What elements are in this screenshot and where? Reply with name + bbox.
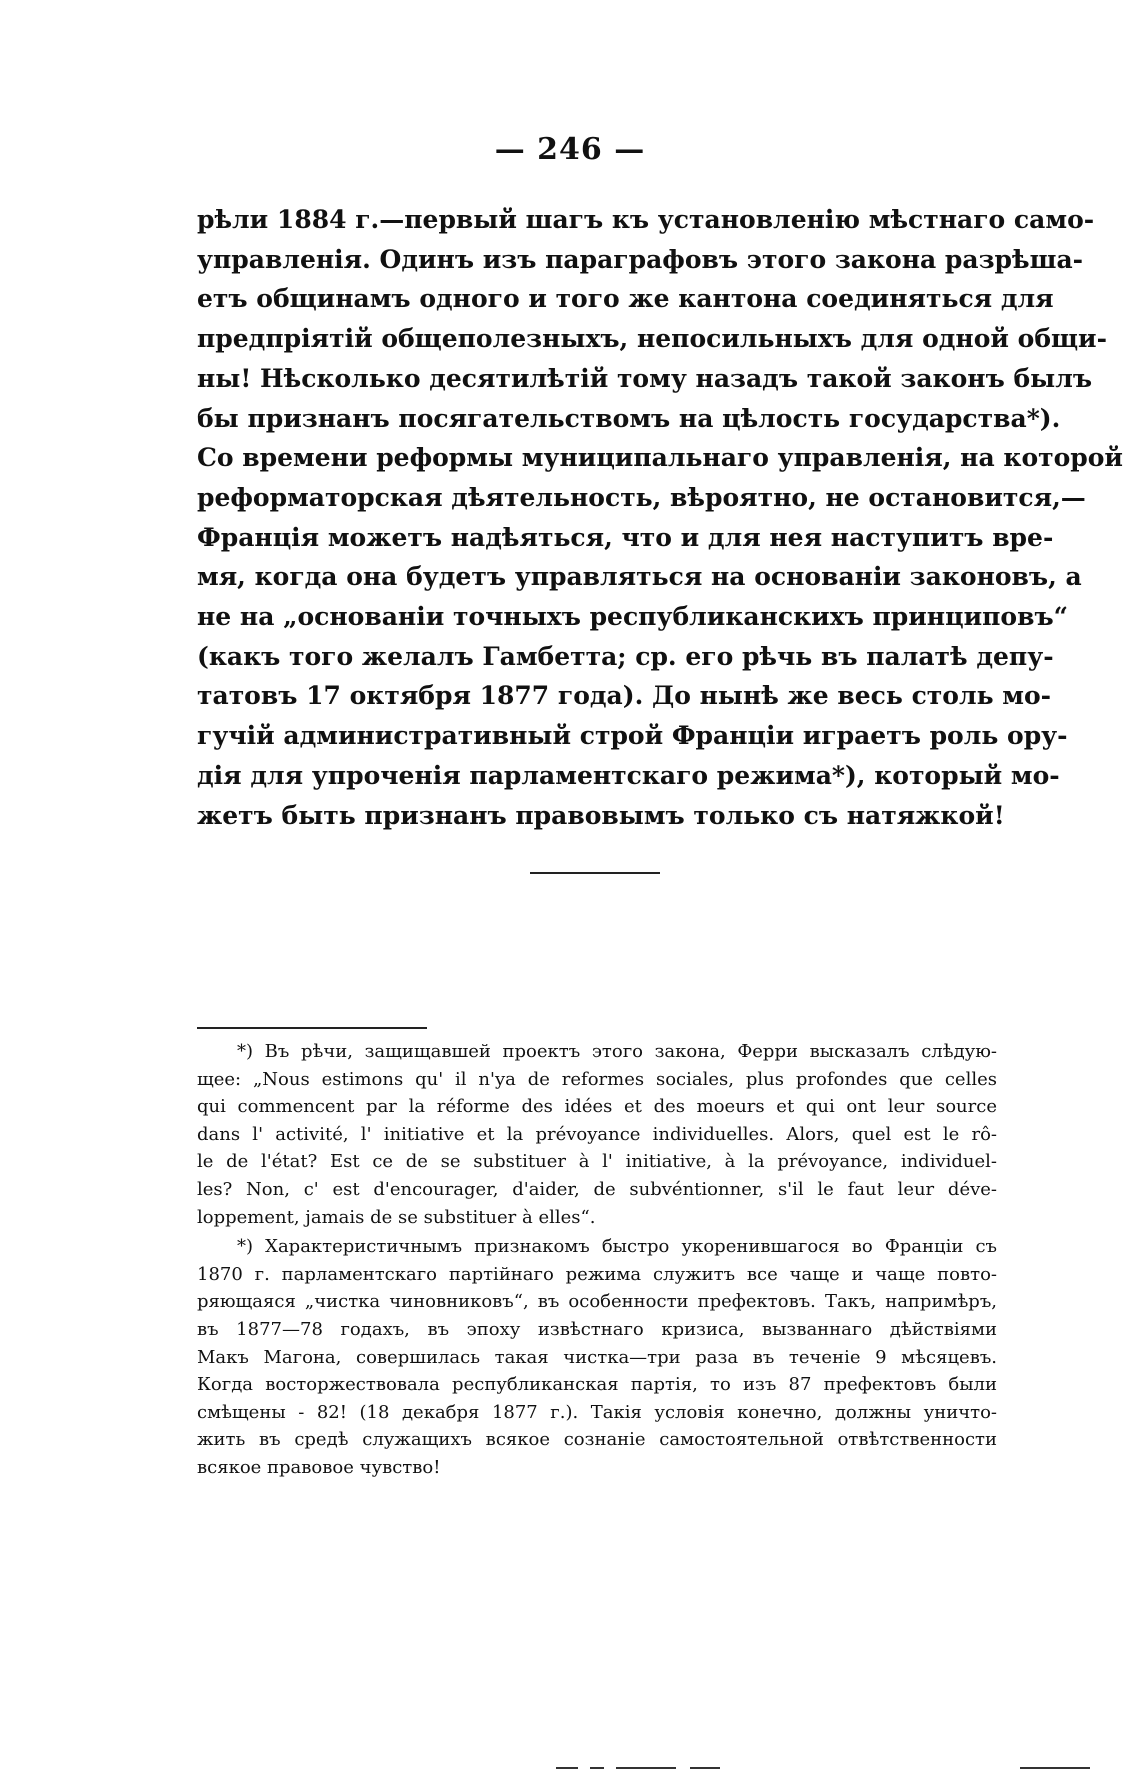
footnote-line: *) Въ рѣчи, защищавшей проектъ этого закона, Ферри высказалъ слѣдую- bbox=[237, 1041, 997, 1062]
main-text-line: бы признанъ посягательствомъ на цѣлость государства*). bbox=[197, 403, 1061, 433]
main-text-line: рѣли 1884 г.—первый шагъ къ установленію мѣстнаго само- bbox=[197, 205, 1095, 234]
main-text-line: не на „основаніи точныхъ республиканскихъ принциповъ“ bbox=[197, 602, 1069, 632]
footnote-line: щее: „Nous estimons qu' il n'ya de reformes sociales, plus profondes que celles bbox=[197, 1068, 997, 1090]
main-text-line: управленія. Одинъ изъ параграфовъ этого закона разрѣша- bbox=[197, 244, 1084, 274]
footnote-divider bbox=[197, 1027, 427, 1029]
footnote-line: qui commencent par la réforme des idées et des moeurs et qui ont leur source bbox=[197, 1096, 997, 1118]
footnote-line: Когда восторжествовала республиканская партія, то изъ 87 префектовъ были bbox=[197, 1374, 997, 1396]
bottom-rule-mark bbox=[690, 1767, 720, 1769]
main-text-line: татовъ 17 октября 1877 года). До нынѣ же весь столь мо- bbox=[197, 681, 1052, 711]
footnote-line: жить въ средѣ служащихъ всякое сознаніе самостоятельной отвѣтственности bbox=[197, 1429, 997, 1451]
footnote-line: смѣщены - 82! (18 декабря 1877 г.). Такія условія конечно, должны уничто- bbox=[197, 1401, 997, 1423]
footnote-line: le de l'état? Est ce de se substituer à l' initiative, à la prévoyance, individuel- bbox=[197, 1151, 997, 1173]
bottom-rule-mark bbox=[556, 1767, 578, 1769]
footnote-line: les? Non, c' est d'encourager, d'aider, de subvéntionner, s'il le faut leur déve- bbox=[197, 1178, 997, 1200]
footnote-line: loppement, jamais de se substituer à elles“. bbox=[197, 1206, 596, 1228]
main-text-line: етъ общинамъ одного и того же кантона соединяться для bbox=[197, 284, 1054, 314]
main-text-line: ны! Нѣсколько десятилѣтій тому назадъ такой законъ былъ bbox=[197, 363, 1092, 393]
section-divider bbox=[530, 872, 660, 874]
footnote-line: *) Характеристичнымъ признакомъ быстро укоренившагося во Франціи съ bbox=[237, 1236, 997, 1258]
bottom-rule-mark bbox=[616, 1767, 676, 1769]
footnote-2 bbox=[197, 1233, 997, 1481]
footnote-line: Макъ Магона, совершилась такая чистка—три раза въ теченіе 9 мѣсяцевъ. bbox=[197, 1346, 997, 1368]
main-text-line: предпріятій общеполезныхъ, непосильныхъ для одной общи- bbox=[197, 324, 1107, 354]
main-text-line: Франція можетъ надѣяться, что и для нея наступитъ вре- bbox=[197, 522, 1054, 552]
main-text-line: дія для упроченія парламентскаго режима*), который мо- bbox=[197, 760, 1060, 790]
main-text-block bbox=[197, 200, 1123, 835]
bottom-rule-mark bbox=[590, 1767, 604, 1769]
footnote-1 bbox=[197, 1038, 997, 1231]
bottom-rule-mark bbox=[1020, 1767, 1090, 1769]
footnote-line: 1870 г. парламентскаго партійнаго режима служитъ все чаще и чаще повто- bbox=[197, 1263, 997, 1285]
footnote-line: ряющаяся „чистка чиновниковъ“, въ особенности префектовъ. Такъ, напримѣръ, bbox=[197, 1291, 997, 1313]
main-text-line: (какъ того желалъ Гамбетта; ср. его рѣчь въ палатѣ депу- bbox=[197, 641, 1054, 671]
page-number: — 246 — bbox=[494, 132, 646, 167]
footnote-line: въ 1877—78 годахъ, въ эпоху извѣстнаго кризиса, вызваннаго дѣйствіями bbox=[197, 1318, 997, 1340]
page-bottom-marks bbox=[0, 1762, 1140, 1774]
main-text-line: Со времени реформы муниципальнаго управленія, на которой bbox=[197, 443, 1123, 473]
footnote-line: всякое правовое чувство! bbox=[197, 1456, 441, 1478]
main-text-line: жетъ быть признанъ правовымъ только съ натяжкой! bbox=[197, 800, 1005, 830]
main-text-line: реформаторская дѣятельность, вѣроятно, не остановится,— bbox=[197, 482, 1086, 512]
main-text-line: гучій административный строй Франціи играетъ роль ору- bbox=[197, 721, 1068, 751]
footnotes-block bbox=[197, 1038, 997, 1484]
main-text-line: мя, когда она будетъ управляться на основаніи законовъ, а bbox=[197, 562, 1082, 592]
footnote-line: dans l' activité, l' initiative et la prévoyance individuelles. Alors, quel est le rô- bbox=[197, 1123, 997, 1145]
